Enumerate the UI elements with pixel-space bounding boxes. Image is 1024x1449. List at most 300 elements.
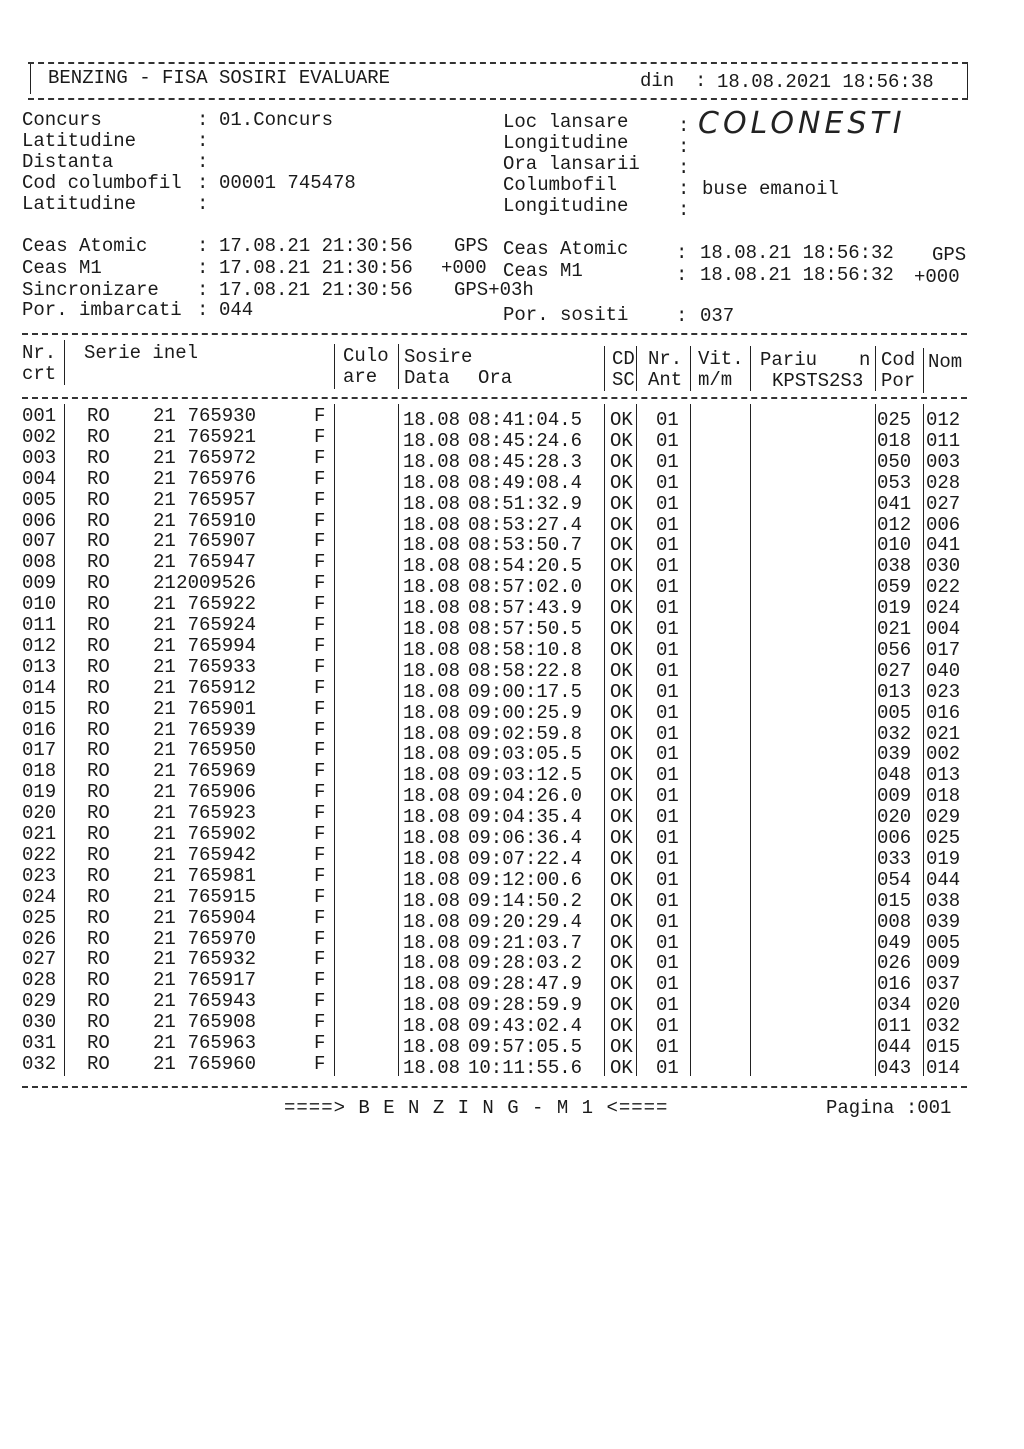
colon: : <box>678 178 690 200</box>
column-divider <box>334 344 335 389</box>
footer-banner: ====> B E N Z I N G - M 1 <==== <box>284 1097 669 1119</box>
cod-por: 049 <box>877 931 912 954</box>
ring-year: 21 <box>153 823 176 845</box>
ring-country: RO <box>87 781 110 804</box>
info-label: Longitudine <box>503 132 629 154</box>
nom: 025 <box>926 827 961 849</box>
ring-number: 765943 <box>187 990 256 1013</box>
colon: : <box>678 199 690 221</box>
arrival-date: 18.08 <box>403 409 461 431</box>
table-row <box>0 697 1000 724</box>
table-row <box>0 864 1000 891</box>
cd-status: OK <box>610 847 633 870</box>
arrival-time: 09:12:00.6 <box>468 868 583 891</box>
cd-status: OK <box>610 597 633 620</box>
ring-year: 21 <box>153 614 176 636</box>
col-pariu: Pariu <box>760 349 818 371</box>
clock-label: Ceas Atomic <box>503 238 629 260</box>
row-number: 018 <box>22 760 57 783</box>
arrival-time: 09:28:03.2 <box>468 952 583 975</box>
col-cod: Cod <box>881 349 916 371</box>
colon: : <box>676 264 688 286</box>
cd-status: OK <box>610 409 633 431</box>
arrival-date: 18.08 <box>403 952 461 975</box>
ring-number: 765957 <box>187 488 256 511</box>
table-row <box>0 1052 1000 1079</box>
arrival-date: 18.08 <box>403 638 461 661</box>
table-row <box>0 488 1000 515</box>
ring-year: 21 <box>153 864 176 887</box>
table-row <box>0 927 1000 954</box>
info-label: Distanta <box>22 151 114 173</box>
ring-year: 21 <box>153 718 176 741</box>
ring-number: 765910 <box>187 509 256 532</box>
ring-sex: F <box>314 467 326 490</box>
info-label: Cod columbofil <box>22 172 182 194</box>
arrival-time: 10:11:55.6 <box>468 1056 583 1079</box>
ring-country: RO <box>87 488 110 511</box>
info-label: Latitudine <box>22 130 137 152</box>
arrival-date: 18.08 <box>403 910 461 933</box>
arrival-time: 08:57:50.5 <box>468 618 583 640</box>
ring-country: RO <box>87 885 110 908</box>
cod-por: 034 <box>877 994 912 1017</box>
ring-sex: F <box>314 760 326 783</box>
cd-status: OK <box>610 701 633 724</box>
ring-country: RO <box>87 864 110 887</box>
ring-year: 21 <box>153 969 176 992</box>
ring-number: 765901 <box>187 697 256 720</box>
arrival-date: 18.08 <box>403 785 461 808</box>
nr-ant: 01 <box>656 785 679 808</box>
report-date: 18.08.2021 18:56:38 <box>717 71 934 93</box>
nr-ant: 01 <box>656 743 679 766</box>
column-divider <box>923 348 924 393</box>
nr-ant: 01 <box>656 597 679 620</box>
cod-por: 008 <box>877 910 912 933</box>
row-number: 009 <box>22 572 57 595</box>
ring-year: 21 <box>153 990 176 1013</box>
nom: 002 <box>926 743 961 766</box>
ring-year: 21 <box>153 885 176 908</box>
divider <box>22 333 967 335</box>
nom: 004 <box>926 618 961 640</box>
nr-ant: 01 <box>656 701 679 724</box>
column-divider <box>750 346 751 391</box>
ring-sex: F <box>314 927 326 950</box>
column-divider <box>604 346 605 391</box>
table-row <box>0 823 1000 849</box>
ring-year: 21 <box>153 530 176 553</box>
cd-status: OK <box>610 534 633 557</box>
ring-number: 765933 <box>187 655 256 678</box>
col-nom: Nom <box>928 351 963 373</box>
ring-sex: F <box>314 593 326 616</box>
handwritten-location: COLONESTI <box>698 106 906 141</box>
ring-country: RO <box>87 948 110 971</box>
table-row <box>0 593 1000 620</box>
cd-status: OK <box>610 827 633 849</box>
ring-country: RO <box>87 530 110 553</box>
ring-year: 21 <box>153 676 176 699</box>
arrived-label: Por. sositi <box>503 304 629 326</box>
table-row <box>0 990 1000 1017</box>
ring-year: 21 <box>153 488 176 511</box>
ring-number: 765969 <box>187 760 256 783</box>
nom: 029 <box>926 806 961 829</box>
nom: 014 <box>926 1056 961 1079</box>
row-number: 011 <box>22 614 57 636</box>
table-row <box>0 906 1000 933</box>
ring-sex: F <box>314 697 326 720</box>
info-label: Latitudine <box>22 193 137 215</box>
arrival-time: 09:04:26.0 <box>468 785 583 808</box>
ring-sex: F <box>314 509 326 532</box>
ring-number: 765917 <box>187 969 256 992</box>
info-value: 01.Concurs <box>219 109 334 131</box>
nr-ant: 01 <box>656 827 679 849</box>
col-crt: crt <box>22 363 57 385</box>
ring-sex: F <box>314 530 326 553</box>
cd-status: OK <box>610 450 633 473</box>
cod-por: 019 <box>877 597 912 620</box>
row-number: 021 <box>22 823 57 845</box>
col-serie-inel: Serie inel <box>84 342 199 364</box>
cd-status: OK <box>610 806 633 829</box>
nr-ant: 01 <box>656 513 679 536</box>
row-number: 030 <box>22 1011 57 1034</box>
nr-ant: 01 <box>656 576 679 599</box>
clock-value: 17.08.21 21:30:56 <box>219 257 413 279</box>
arrival-date: 18.08 <box>403 450 461 473</box>
nr-ant: 01 <box>656 764 679 787</box>
column-divider <box>636 346 637 391</box>
nom: 019 <box>926 847 961 870</box>
ring-country: RO <box>87 1032 110 1054</box>
arrival-time: 08:58:22.8 <box>468 659 583 682</box>
cd-status: OK <box>610 1015 633 1038</box>
ring-sex: F <box>314 718 326 741</box>
column-divider <box>875 346 876 391</box>
ring-year: 21 <box>153 509 176 532</box>
arrived-value: 037 <box>700 305 735 327</box>
ring-sex: F <box>314 551 326 574</box>
cd-status: OK <box>610 680 633 703</box>
cd-status: OK <box>610 471 633 494</box>
row-number: 031 <box>22 1032 57 1054</box>
col-cd: CD <box>612 348 635 370</box>
nom: 038 <box>926 889 961 912</box>
table-row <box>0 885 1000 912</box>
arrival-date: 18.08 <box>403 868 461 891</box>
colon: : <box>197 109 209 131</box>
colon: : <box>197 151 209 173</box>
ring-country: RO <box>87 425 110 448</box>
nr-ant: 01 <box>656 868 679 891</box>
ring-number: 765947 <box>187 551 256 574</box>
cod-por: 044 <box>877 1036 912 1058</box>
arrival-date: 18.08 <box>403 1036 461 1058</box>
colon: : <box>197 257 209 279</box>
cod-por: 054 <box>877 868 912 891</box>
cod-por: 027 <box>877 659 912 682</box>
nom: 017 <box>926 638 961 661</box>
cod-por: 041 <box>877 492 912 515</box>
ring-sex: F <box>314 1052 326 1075</box>
nom: 044 <box>926 868 961 891</box>
ring-country: RO <box>87 446 110 469</box>
row-number: 024 <box>22 885 57 908</box>
nom: 016 <box>926 701 961 724</box>
info-label: Ora lansarii <box>503 153 640 175</box>
info-value: buse emanoil <box>702 178 839 200</box>
clock-value: 18.08.21 18:56:32 <box>700 242 894 264</box>
clock-label: Ceas M1 <box>503 260 583 282</box>
clock-value: 17.08.21 21:30:56 <box>219 235 413 257</box>
table-row <box>0 530 1000 557</box>
ring-number: 765902 <box>187 823 256 845</box>
cd-status: OK <box>610 868 633 891</box>
cod-por: 018 <box>877 429 912 452</box>
ring-number: 765921 <box>187 425 256 448</box>
divider <box>967 64 968 100</box>
arrival-date: 18.08 <box>403 994 461 1017</box>
arrival-date: 18.08 <box>403 827 461 849</box>
col-kpsts: KPSTS2S3 <box>772 370 864 392</box>
nr-ant: 01 <box>656 1036 679 1058</box>
table-row <box>0 969 1000 996</box>
nr-ant: 01 <box>656 1056 679 1079</box>
nom: 018 <box>926 785 961 808</box>
ring-year: 21 <box>153 425 176 448</box>
cod-por: 050 <box>877 450 912 473</box>
clock-value: 18.08.21 18:56:32 <box>700 264 894 286</box>
table-row <box>0 655 1000 682</box>
table-row <box>0 676 1000 703</box>
arrival-date: 18.08 <box>403 806 461 829</box>
cod-por: 053 <box>877 471 912 494</box>
nom: 023 <box>926 680 961 703</box>
ring-number: 765994 <box>187 634 256 657</box>
cd-status: OK <box>610 638 633 661</box>
ring-year: 21 <box>153 634 176 657</box>
ring-sex: F <box>314 885 326 908</box>
nr-ant: 01 <box>656 1015 679 1038</box>
ring-year: 21 <box>153 551 176 574</box>
column-divider <box>398 344 399 389</box>
col-ant: Ant <box>648 369 683 391</box>
nom: 003 <box>926 450 961 473</box>
ring-number: 765908 <box>187 1011 256 1034</box>
ring-number: 765942 <box>187 843 256 866</box>
col-por: Por <box>881 370 916 392</box>
nr-ant: 01 <box>656 409 679 431</box>
table-row <box>0 739 1000 766</box>
nom: 006 <box>926 513 961 536</box>
ring-number: 765970 <box>187 927 256 950</box>
table-row <box>0 405 1000 431</box>
ring-year: 21 <box>153 467 176 490</box>
arrival-time: 08:57:02.0 <box>468 576 583 599</box>
ring-sex: F <box>314 843 326 866</box>
colon: : <box>197 130 209 152</box>
cd-status: OK <box>610 429 633 452</box>
cd-status: OK <box>610 910 633 933</box>
nr-ant: 01 <box>656 492 679 515</box>
nom: 009 <box>926 952 961 975</box>
cod-por: 012 <box>877 513 912 536</box>
nr-ant: 01 <box>656 471 679 494</box>
cod-por: 043 <box>877 1056 912 1079</box>
arrival-time: 09:57:05.5 <box>468 1036 583 1058</box>
cd-status: OK <box>610 722 633 745</box>
divider <box>30 64 31 94</box>
cod-por: 056 <box>877 638 912 661</box>
ring-number: 765972 <box>187 446 256 469</box>
nom: 013 <box>926 764 961 787</box>
arrival-date: 18.08 <box>403 973 461 996</box>
arrival-date: 18.08 <box>403 1015 461 1038</box>
table-row <box>0 425 1000 452</box>
ring-country: RO <box>87 1011 110 1034</box>
arrival-date: 18.08 <box>403 1056 461 1079</box>
arrival-time: 08:58:10.8 <box>468 638 583 661</box>
cod-por: 006 <box>877 827 912 849</box>
arrival-date: 18.08 <box>403 534 461 557</box>
cod-por: 059 <box>877 576 912 599</box>
ring-country: RO <box>87 655 110 678</box>
cd-status: OK <box>610 618 633 640</box>
row-number: 020 <box>22 802 57 825</box>
nr-ant: 01 <box>656 910 679 933</box>
ring-country: RO <box>87 593 110 616</box>
col-culoare: Culo <box>343 345 389 367</box>
row-number: 004 <box>22 467 57 490</box>
nr-ant: 01 <box>656 889 679 912</box>
cod-por: 021 <box>877 618 912 640</box>
info-value: 00001 745478 <box>219 172 356 194</box>
ring-year: 21 <box>153 446 176 469</box>
table-row <box>0 843 1000 870</box>
ring-country: RO <box>87 509 110 532</box>
table-row <box>0 1032 1000 1058</box>
nom: 012 <box>926 409 961 431</box>
arrival-time: 09:21:03.7 <box>468 931 583 954</box>
col-nr: Nr. <box>22 342 57 364</box>
nr-ant: 01 <box>656 952 679 975</box>
ring-sex: F <box>314 614 326 636</box>
ring-sex: F <box>314 425 326 448</box>
arrival-time: 09:03:05.5 <box>468 743 583 766</box>
arrival-time: 08:57:43.9 <box>468 597 583 620</box>
cd-status: OK <box>610 1056 633 1079</box>
row-number: 023 <box>22 864 57 887</box>
table-row <box>0 760 1000 787</box>
report-date-label: din <box>640 70 675 92</box>
cd-status: OK <box>610 1036 633 1058</box>
nom: 005 <box>926 931 961 954</box>
ring-number: 765923 <box>187 802 256 825</box>
ring-year: 21 <box>153 593 176 616</box>
arrival-date: 18.08 <box>403 576 461 599</box>
ring-sex: F <box>314 446 326 469</box>
arrival-date: 18.08 <box>403 680 461 703</box>
nr-ant: 01 <box>656 429 679 452</box>
table-row <box>0 948 1000 975</box>
divider <box>28 62 968 64</box>
ring-country: RO <box>87 676 110 699</box>
ring-year: 21 <box>153 572 176 595</box>
ring-year: 21 <box>153 927 176 950</box>
arrival-date: 18.08 <box>403 722 461 745</box>
table-row <box>0 572 1000 599</box>
clock-value: 17.08.21 21:30:56 <box>219 279 413 301</box>
ring-year: 21 <box>153 760 176 783</box>
cd-status: OK <box>610 889 633 912</box>
ring-year: 21 <box>153 655 176 678</box>
ring-number: 765963 <box>187 1032 256 1054</box>
ring-country: RO <box>87 906 110 929</box>
ring-number: 765924 <box>187 614 256 636</box>
colon: : <box>678 136 690 158</box>
row-number: 016 <box>22 718 57 741</box>
colon: : <box>197 235 209 257</box>
ring-country: RO <box>87 990 110 1013</box>
col-ora: Ora <box>478 367 513 389</box>
cod-por: 005 <box>877 701 912 724</box>
ring-year: 21 <box>153 1032 176 1054</box>
ring-number: 765922 <box>187 593 256 616</box>
ring-sex: F <box>314 405 326 427</box>
row-number: 026 <box>22 927 57 950</box>
column-divider <box>690 346 691 391</box>
nr-ant: 01 <box>656 680 679 703</box>
table-row <box>0 467 1000 494</box>
nom: 032 <box>926 1015 961 1038</box>
ring-number: 765906 <box>187 781 256 804</box>
info-label: Longitudine <box>503 195 629 217</box>
nom: 030 <box>926 555 961 578</box>
row-number: 008 <box>22 551 57 574</box>
cod-por: 026 <box>877 952 912 975</box>
divider <box>22 1086 967 1088</box>
nom: 022 <box>926 576 961 599</box>
nom: 020 <box>926 994 961 1017</box>
cd-status: OK <box>610 785 633 808</box>
row-number: 005 <box>22 488 57 511</box>
info-label: Columbofil <box>503 174 618 196</box>
cod-por: 013 <box>877 680 912 703</box>
table-row <box>0 446 1000 473</box>
ring-sex: F <box>314 1032 326 1054</box>
col-culoare-2: are <box>343 366 378 388</box>
cod-por: 032 <box>877 722 912 745</box>
table-row <box>0 781 1000 808</box>
nom: 024 <box>926 597 961 620</box>
row-number: 019 <box>22 781 57 804</box>
cd-status: OK <box>610 513 633 536</box>
ring-number: 765960 <box>187 1052 256 1075</box>
ring-number: 2009526 <box>176 572 256 595</box>
row-number: 006 <box>22 509 57 532</box>
arrival-time: 09:14:50.2 <box>468 889 583 912</box>
cod-por: 010 <box>877 534 912 557</box>
arrival-time: 09:04:35.4 <box>468 806 583 829</box>
ring-country: RO <box>87 927 110 950</box>
cd-status: OK <box>610 952 633 975</box>
ring-country: RO <box>87 823 110 845</box>
ring-country: RO <box>87 739 110 762</box>
